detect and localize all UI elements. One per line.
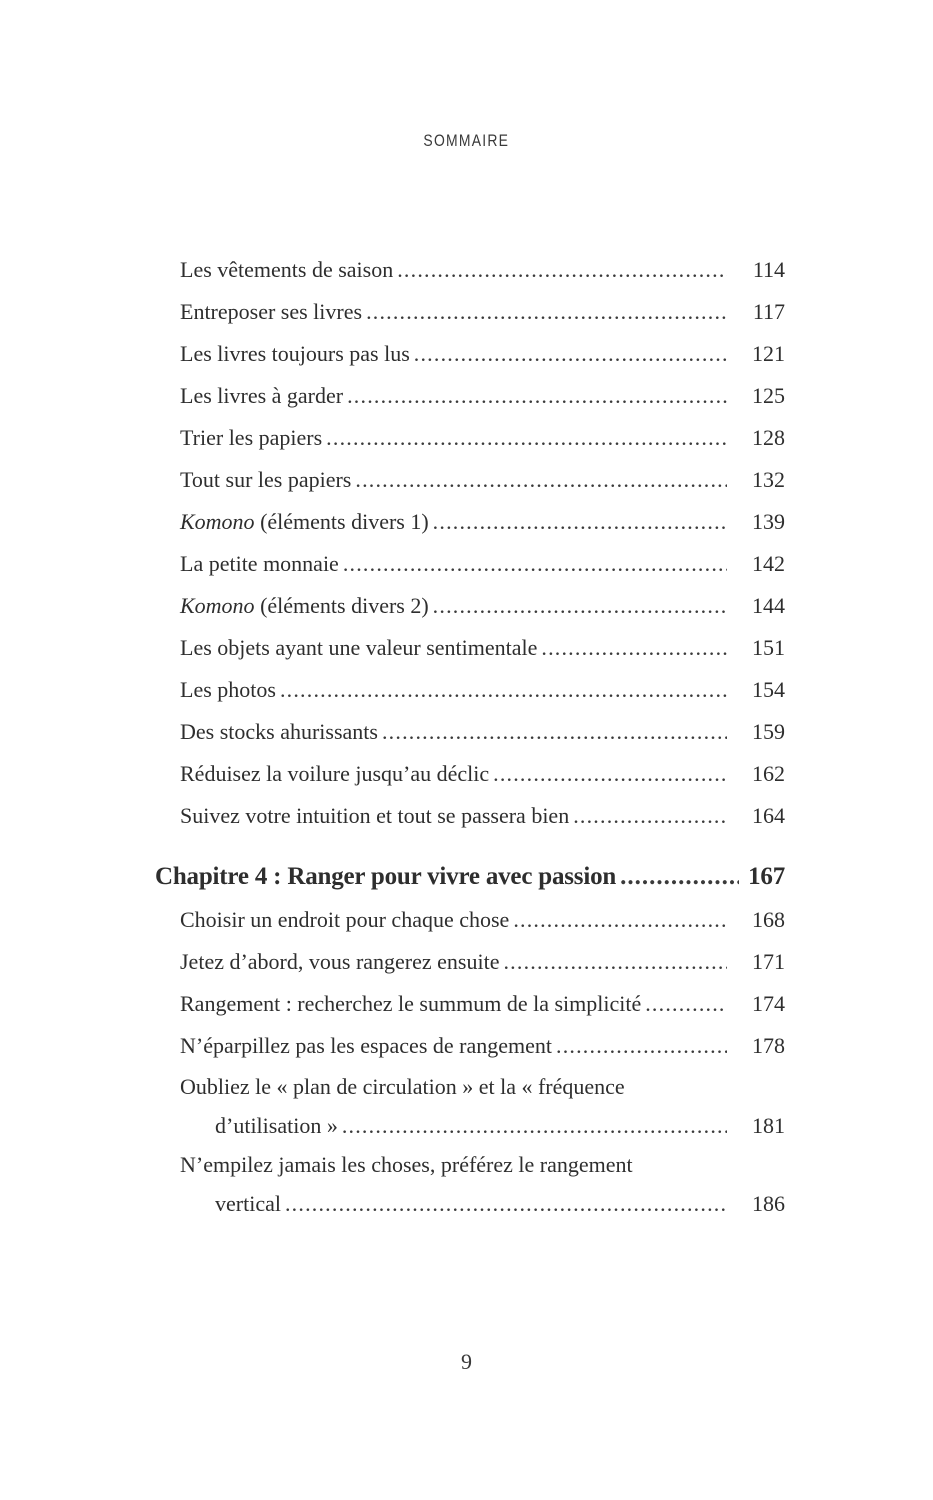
toc-dot-leader xyxy=(343,543,727,585)
toc-entry-line2 xyxy=(180,1184,785,1223)
toc-entry-title: Réduisez la voilure jusqu’au déclic xyxy=(180,761,490,786)
toc-entry xyxy=(155,459,785,501)
toc-dot-leader xyxy=(433,501,727,543)
toc-list xyxy=(155,249,785,1223)
toc-dot-leader xyxy=(355,459,727,501)
toc-entry-line2 xyxy=(180,1106,785,1145)
toc-entry xyxy=(155,899,785,941)
toc-entry-page: 159 xyxy=(752,719,785,744)
toc-entry xyxy=(155,1145,785,1223)
toc-entry-title: Suivez votre intuition et tout se passera bien xyxy=(180,803,570,828)
toc-entry xyxy=(155,627,785,669)
toc-entry-page: 164 xyxy=(752,803,785,828)
toc-entry-title: Les livres à garder xyxy=(180,383,344,408)
toc-entry-title: Jetez d’abord, vous rangerez ensuite xyxy=(180,949,500,974)
toc-entry-page: 154 xyxy=(752,677,785,702)
toc-entry xyxy=(155,1025,785,1067)
toc-entry xyxy=(155,941,785,983)
toc-entry-page: 144 xyxy=(752,593,785,618)
toc-entry-title: Rangement : recherchez le summum de la simplicité xyxy=(180,991,642,1016)
toc-entry-title: Komono (éléments divers 1) xyxy=(180,509,429,534)
toc-dot-leader xyxy=(645,983,727,1025)
toc-entry xyxy=(155,753,785,795)
toc-dot-leader xyxy=(285,1184,727,1223)
toc-entry-page: 117 xyxy=(752,299,785,324)
toc-entry-title-italic: Komono xyxy=(180,593,261,618)
toc-entry-page: 181 xyxy=(752,1113,785,1138)
toc-entry-page: 151 xyxy=(752,635,785,660)
toc-entry xyxy=(155,501,785,543)
toc-dot-leader xyxy=(414,333,727,375)
toc-dot-leader xyxy=(493,753,727,795)
toc-dot-leader xyxy=(347,375,727,417)
toc-entry xyxy=(155,333,785,375)
toc-dot-leader xyxy=(513,899,727,941)
toc-entry-page: 139 xyxy=(752,509,785,534)
toc-entry-page: 132 xyxy=(752,467,785,492)
toc-dot-leader xyxy=(397,249,727,291)
toc-dot-leader xyxy=(366,291,727,333)
toc-entry xyxy=(155,669,785,711)
toc-dot-leader xyxy=(503,941,727,983)
toc-entry-continuation: d’utilisation » xyxy=(215,1113,338,1138)
toc-entry-title-italic: Komono xyxy=(180,509,261,534)
page-header-title: SOMMAIRE xyxy=(423,131,510,150)
toc-dot-leader xyxy=(573,795,727,837)
toc-entry xyxy=(155,983,785,1025)
page-header xyxy=(0,131,933,151)
toc-entry-title: La petite monnaie xyxy=(180,551,339,576)
toc-entry-title: Les vêtements de saison xyxy=(180,257,394,282)
toc-entry-page: 178 xyxy=(752,1033,785,1058)
toc-entry-title: Oubliez le « plan de circulation » et la « fréquence xyxy=(180,1074,625,1099)
toc-entry-continuation: vertical xyxy=(215,1191,281,1216)
toc-entry-page: 186 xyxy=(752,1191,785,1216)
folio-page-number: 9 xyxy=(461,1349,472,1374)
toc-entry xyxy=(155,543,785,585)
toc-chapter-entry xyxy=(155,856,785,898)
toc-entry-title: Entreposer ses livres xyxy=(180,299,363,324)
toc-dot-leader xyxy=(382,711,727,753)
toc-entry-title: Komono (éléments divers 2) xyxy=(180,593,429,618)
toc-entry xyxy=(155,249,785,291)
toc-dot-leader xyxy=(556,1025,727,1067)
toc-dot-leader xyxy=(280,669,727,711)
toc-entry xyxy=(155,795,785,837)
toc-entry-title: Des stocks ahurissants xyxy=(180,719,378,744)
toc-entry-title: Les photos xyxy=(180,677,276,702)
toc-entry-page: 171 xyxy=(752,949,785,974)
toc-entry xyxy=(155,1067,785,1145)
toc-entry xyxy=(155,585,785,627)
toc-entry-title: Les livres toujours pas lus xyxy=(180,341,410,366)
toc-entry xyxy=(155,711,785,753)
toc-entry-title: Tout sur les papiers xyxy=(180,467,352,492)
toc-entry-page: 125 xyxy=(752,383,785,408)
toc-dot-leader xyxy=(433,585,727,627)
toc-entry-title: Chapitre 4 : Ranger pour vivre avec passion xyxy=(155,863,617,890)
toc-entry-page: 142 xyxy=(752,551,785,576)
toc-entry-title: N’empilez jamais les choses, préférez le rangement xyxy=(180,1152,633,1177)
toc-entry-page: 167 xyxy=(748,863,785,890)
toc-entry-page: 162 xyxy=(752,761,785,786)
toc-entry xyxy=(155,291,785,333)
toc-dot-leader xyxy=(342,1106,727,1145)
toc-entry-title: Les objets ayant une valeur sentimentale xyxy=(180,635,538,660)
toc-dot-leader xyxy=(541,627,727,669)
toc-entry xyxy=(155,417,785,459)
toc-entry-title: Trier les papiers xyxy=(180,425,323,450)
toc-dot-leader xyxy=(326,417,727,459)
toc-entry-page: 114 xyxy=(752,257,785,282)
toc-entry xyxy=(155,375,785,417)
toc-entry-page: 121 xyxy=(752,341,785,366)
toc-entry-page: 174 xyxy=(752,991,785,1016)
toc-entry-title: Choisir un endroit pour chaque chose xyxy=(180,907,510,932)
toc-entry-title: N’éparpillez pas les espaces de rangement xyxy=(180,1033,552,1058)
toc-dot-leader xyxy=(620,856,739,898)
toc-entry-page: 128 xyxy=(752,425,785,450)
toc-entry-page: 168 xyxy=(752,907,785,932)
